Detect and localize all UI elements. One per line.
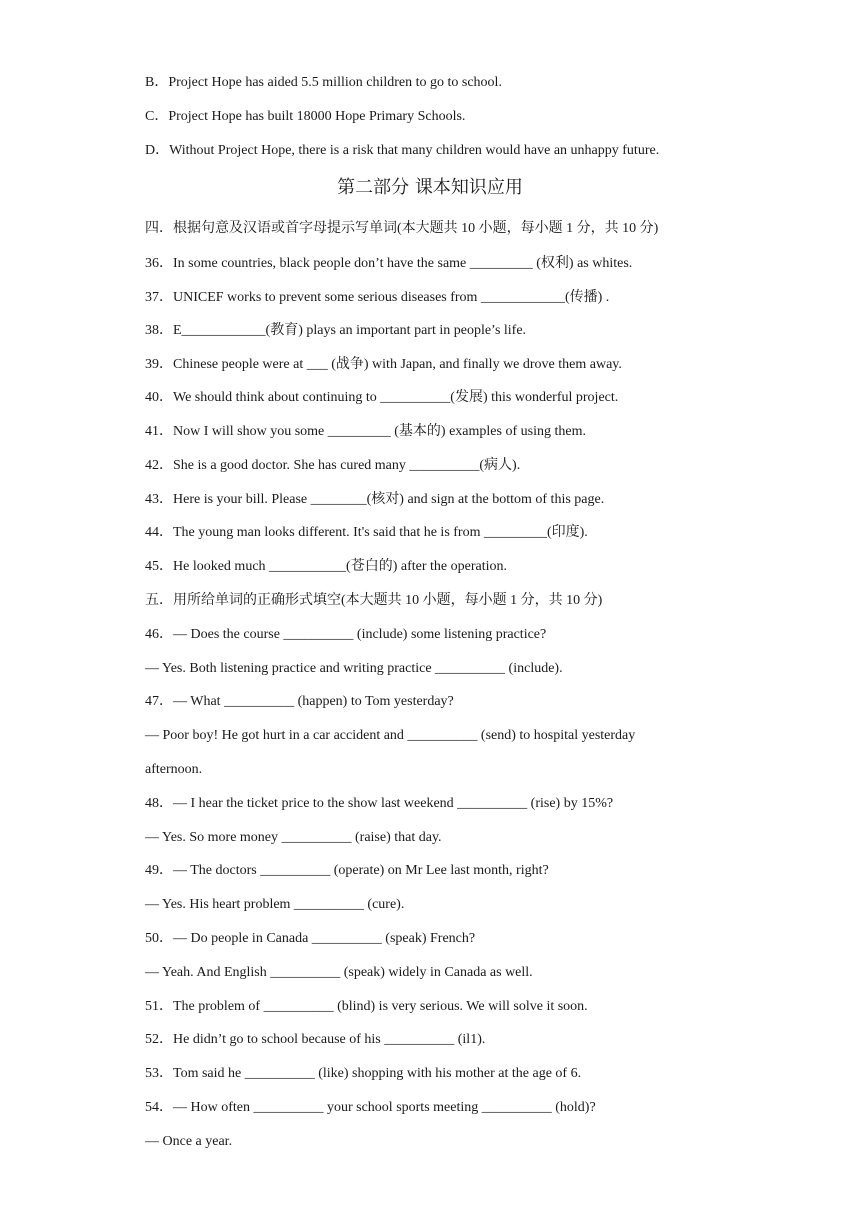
question-40: 40．We should think about continuing to __________(发展) this wonderful project. — [145, 390, 619, 405]
question-41: 41．Now I will show you some _________ (基本的) examples of using them. — [145, 424, 586, 439]
answer-line: — Yes. Both listening practice and writing practice __________ (include). — [145, 661, 563, 676]
question-51: 51．The problem of __________ (blind) is very serious. We will solve it soon. — [145, 999, 588, 1014]
question-48: 48．— I hear the ticket price to the show last weekend __________ (rise) by 15%? — [145, 796, 614, 811]
question-46: 46．— Does the course __________ (include) some listening practice? — [145, 627, 547, 642]
question-49: 49．— The doctors __________ (operate) on Mr Lee last month, right? — [145, 863, 549, 878]
answer-line: — Yeah. And English __________ (speak) widely in Canada as well. — [145, 965, 533, 980]
question-36: 36．In some countries, black people don’t have the same _________ (权利) as whites. — [145, 256, 633, 271]
question-45: 45．He looked much ___________(苍白的) after the operation. — [145, 559, 507, 574]
answer-line: — Yes. His heart problem __________ (cure). — [145, 897, 405, 912]
answer-line: — Poor boy! He got hurt in a car accident and __________ (send) to hospital yesterday — [145, 728, 636, 743]
option-b: B．Project Hope has aided 5.5 million children to go to school. — [145, 75, 502, 90]
question-43: 43．Here is your bill. Please ________(核对) and sign at the bottom of this page. — [145, 492, 605, 507]
section-heading: 四．根据句意及汉语或首字母提示写单词(本大题共 10 小题，每小题 1 分，共 10 分) — [145, 221, 659, 236]
question-53: 53．Tom said he __________ (like) shopping with his mother at the age of 6. — [145, 1066, 582, 1081]
question-42: 42．She is a good doctor. She has cured many __________(病人). — [145, 458, 521, 473]
question-37: 37．UNICEF works to prevent some serious diseases from ____________(传播) . — [145, 290, 610, 305]
question-39: 39．Chinese people were at ___ (战争) with Japan, and finally we drove them away. — [145, 357, 622, 372]
answer-line: — Yes. So more money __________ (raise) that day. — [145, 830, 442, 845]
answer-line: — Once a year. — [145, 1134, 233, 1149]
option-d: D．Without Project Hope, there is a risk that many children would have an unhappy future. — [145, 143, 660, 158]
section-heading: 五．用所给单词的正确形式填空(本大题共 10 小题，每小题 1 分，共 10 分) — [145, 593, 603, 608]
question-50: 50．— Do people in Canada __________ (speak) French? — [145, 931, 476, 946]
question-54: 54．— How often __________ your school sports meeting __________ (hold)? — [145, 1100, 596, 1115]
question-44: 44．The young man looks different. It's said that he is from _________(印度). — [145, 525, 588, 540]
part-title: 第二部分 课本知识应用 — [337, 177, 523, 198]
question-47: 47．— What __________ (happen) to Tom yesterday? — [145, 694, 454, 709]
question-38: 38．E____________(教育) plays an important part in people’s life. — [145, 323, 527, 338]
option-c: C．Project Hope has built 18000 Hope Primary Schools. — [145, 109, 466, 124]
question-52: 52．He didn’t go to school because of his __________ (il1). — [145, 1032, 486, 1047]
answer-continuation: afternoon. — [145, 762, 203, 777]
